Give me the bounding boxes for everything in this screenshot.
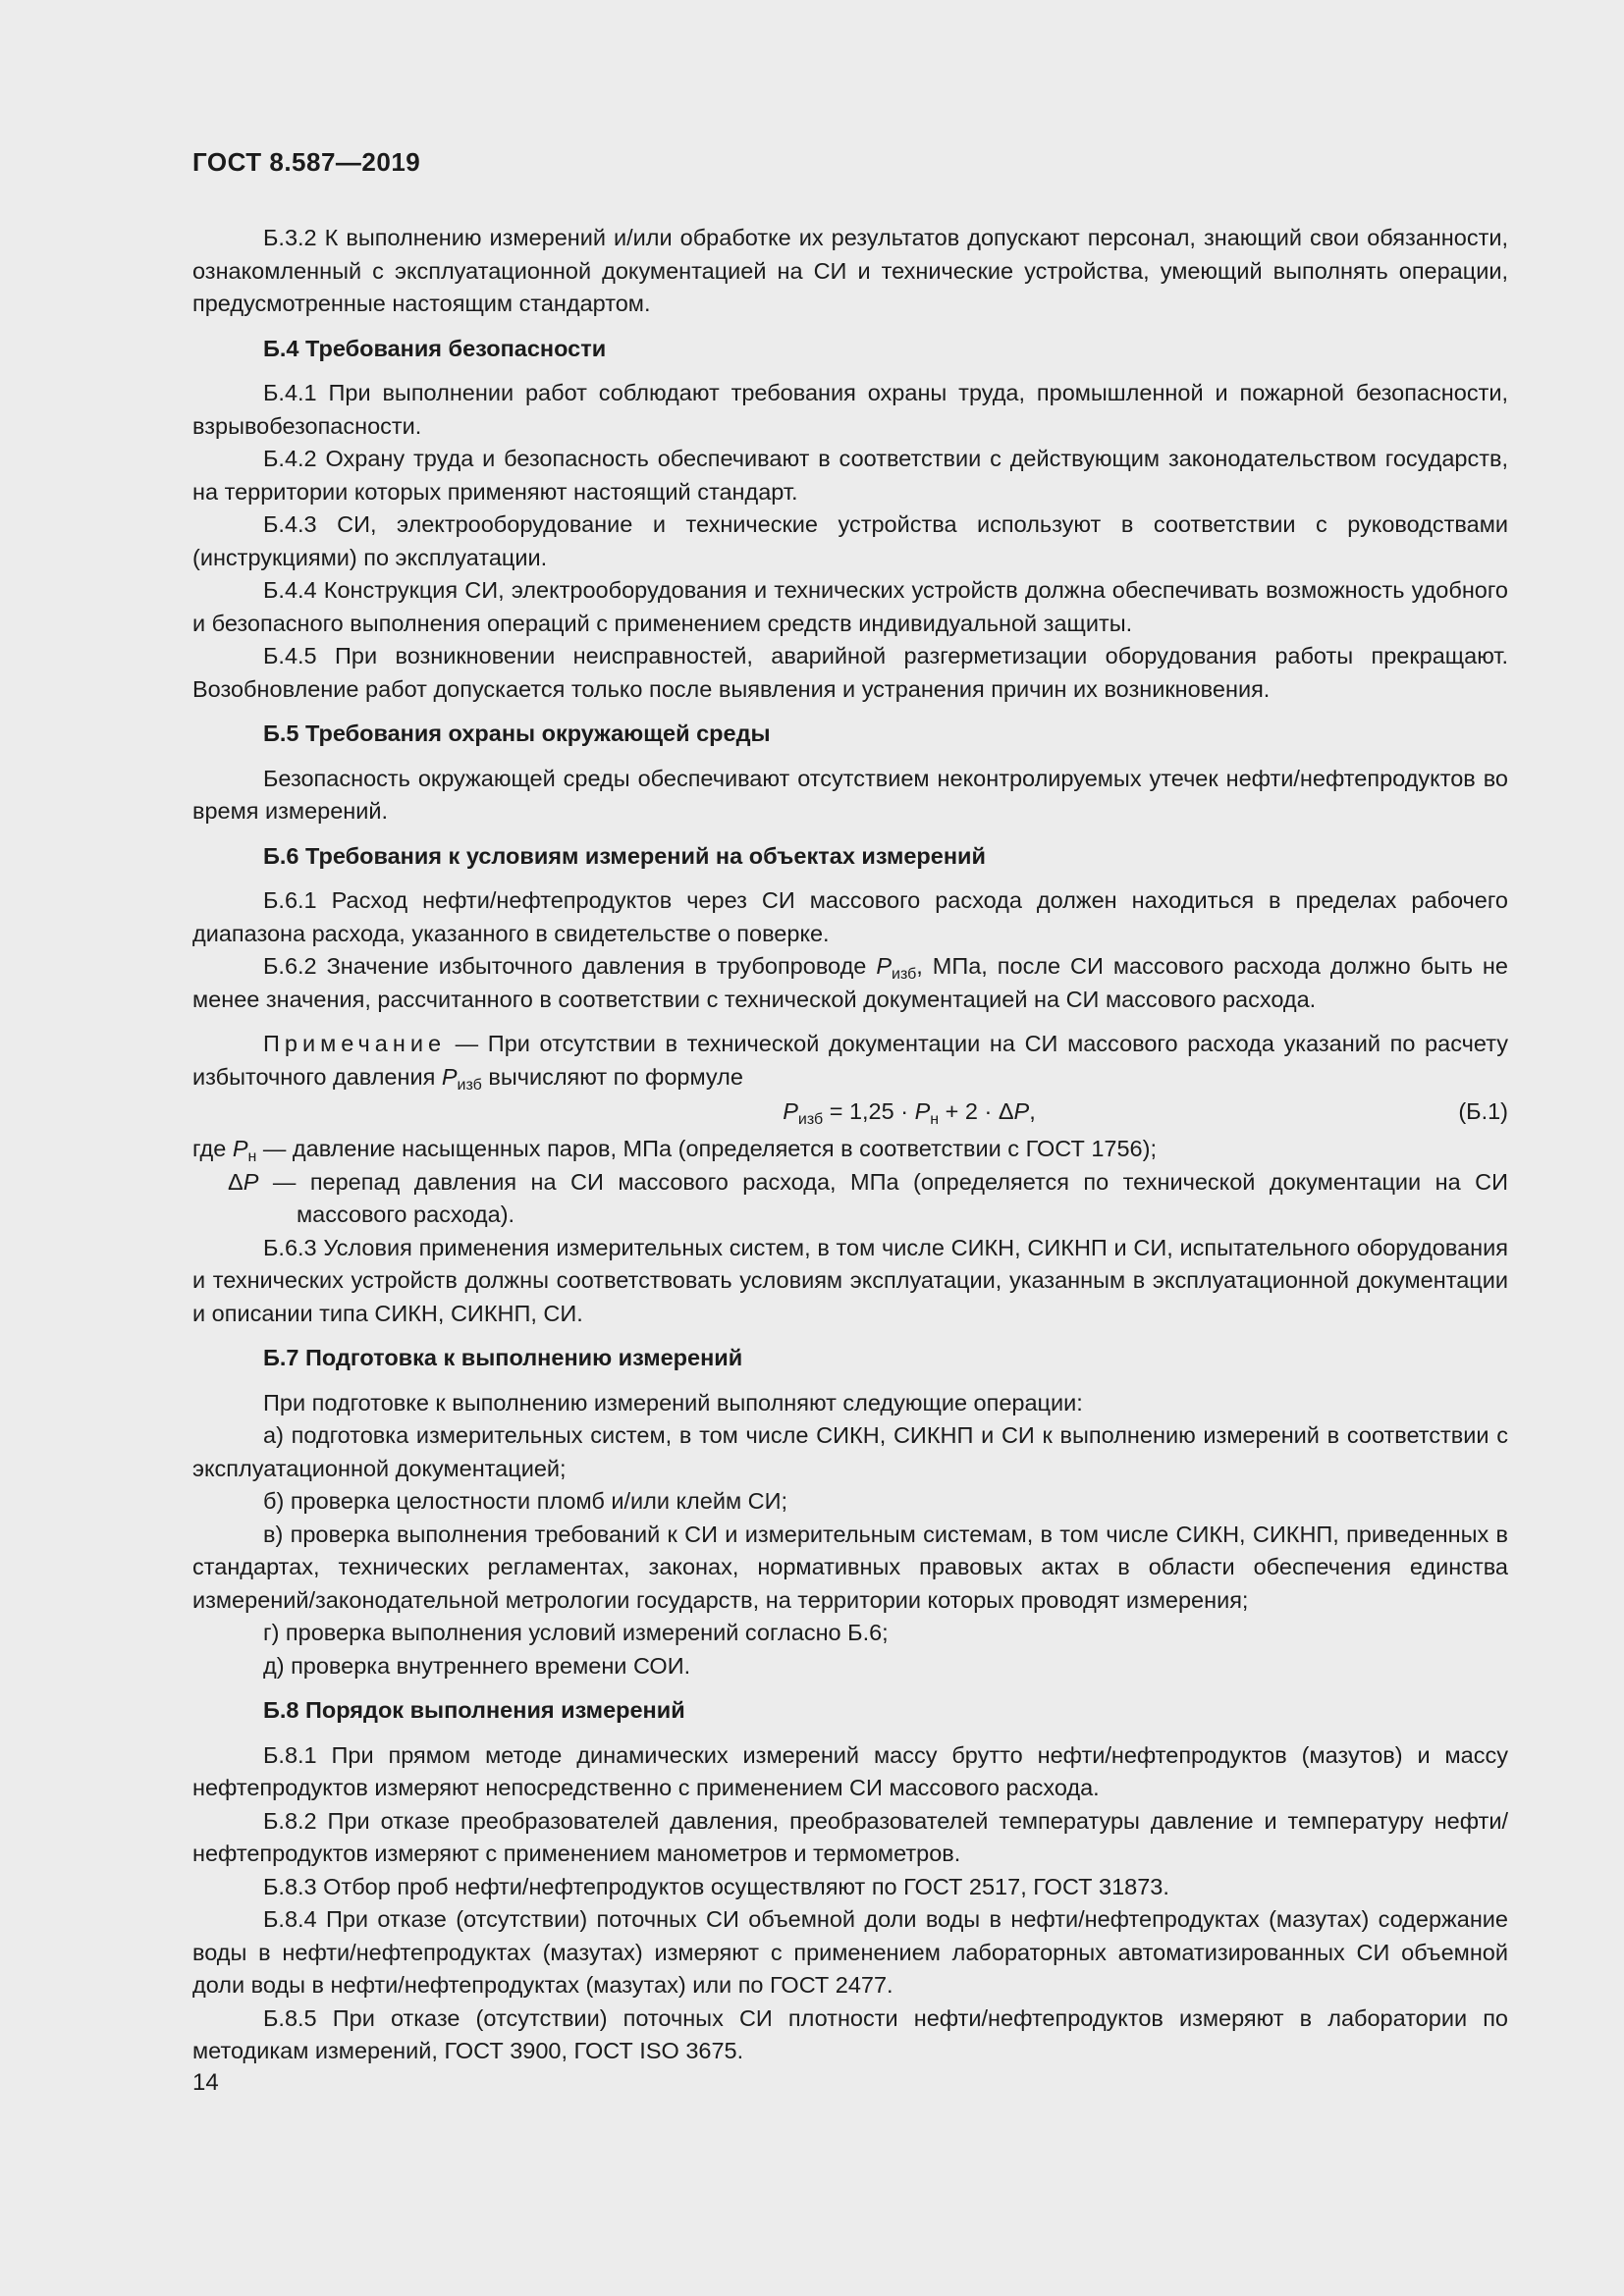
note: Примечание — При отсутствии в технической документации на СИ массового расхода указаний по расчету избыточного давления $P_{изб}$ вычисляют по формуле	[192, 1031, 1508, 1094]
list-item-a: а) подготовка измерительных систем, в том числе СИКН, СИКНП и СИ к выполнению измерений в соответствии с эксплуатационной документацией;	[192, 1422, 1508, 1481]
section-heading-b6: Б.6 Требования к условиям измерений на объектах измерений	[263, 842, 986, 869]
paragraph-b45: Б.4.5 При возникновении неисправностей, аварийной разгерметизации оборудования работы прекращают. Возобновление работ допускается только после выявления и устранения причин их возникновения.	[192, 643, 1508, 702]
definition-pn: где $P_н$ — давление насыщенных паров, МПа (определяется в соответствии с ГОСТ 1756);	[192, 1136, 1157, 1165]
paragraph-b63: Б.6.3 Условия применения измерительных систем, в том числе СИКН, СИКНП и СИ, испытательного оборудования и технических устройств должны соответствовать условиям эксплуатации, указанным в эксплуатационной документации и описании типа СИКН, СИКНП, СИ.	[192, 1234, 1508, 1326]
formula-b1	[192, 1095, 1508, 1131]
paragraph-b84: Б.8.4 При отказе (отсутствии) поточных СИ объемной доли воды в нефти/нефтепродуктах (мазутах) содержание воды в нефти/нефтепродуктах (мазутах) измеряют с применением лабораторных автоматизированных СИ объемной доли воды в нефти/нефтепродуктах (мазутах) или по ГОСТ 2477.	[192, 1906, 1508, 1998]
list-item-g: г) проверка выполнения условий измерений согласно Б.6;	[263, 1620, 889, 1645]
paragraph-b82: Б.8.2 При отказе преобразователей давления, преобразователей температуры давление и температуру нефти/нефтепродуктов измеряют с применением манометров и термометров.	[192, 1807, 1508, 1866]
list-item-b: б) проверка целостности пломб и/или клейм СИ;	[263, 1488, 788, 1514]
paragraph-b85: Б.8.5 При отказе (отсутствии) поточных СИ плотности нефти/нефтепродуктов измеряют в лаборатории по методикам измерений, ГОСТ 3900, ГОСТ ISO 3675.	[192, 2004, 1508, 2063]
paragraph-b5: Безопасность окружающей среды обеспечивают отсутствием неконтролируемых утечек нефти/нефтепродуктов во время измерений.	[192, 765, 1508, 824]
list-item-v: в) проверка выполнения требований к СИ и измерительным системам, в том числе СИКН, СИКНП, приведенных в стандартах, технических регламентах, законах, нормативных правовых актах в области обеспечения единства измерений/законодательной метрологии государств, на территории которых проводят измерения;	[192, 1521, 1508, 1613]
paragraph-b7-intro: При подготовке к выполнению измерений выполняют следующие операции:	[263, 1389, 1083, 1415]
paragraph-b42: Б.4.2 Охрану труда и безопасность обеспечивают в соответствии с действующим законодательством государств, на территории которых применяют настоящий стандарт.	[192, 446, 1508, 505]
symbol-p: P	[876, 953, 893, 979]
section-heading-b4: Б.4 Требования безопасности	[263, 335, 607, 361]
subscript-izb: изб	[892, 966, 917, 983]
paragraph-b61: Б.6.1 Расход нефти/нефтепродуктов через СИ массового расхода должен находиться в пределах рабочего диапазона расхода, указанного в свидетельстве о поверке.	[192, 887, 1508, 946]
document-body	[192, 222, 1508, 2068]
section-heading-b5: Б.5 Требования охраны окружающей среды	[263, 721, 771, 746]
definition-delta-p: ΔP — перепад давления на СИ массового расхода, МПа (определяется по технической документации на СИ массового расхода).	[228, 1168, 1508, 1227]
document-code-header: ГОСТ 8.587—2019	[192, 147, 421, 177]
paragraph-b41: Б.4.1 При выполнении работ соблюдают требования охраны труда, промышленной и пожарной безопасности, взрывобезопасности.	[192, 380, 1508, 439]
paragraph-b62: Б.6.2 Значение избыточного давления в трубопроводе $P_{изб}$, МПа, после СИ массового расхода должно быть не менее значения, рассчитанного в соответствии с технической документацией на СИ массового расхода.	[192, 953, 1508, 1012]
formula-expression: $P_{изб} = 1,25 \cdot P_н + 2 \cdot \Delta P$,	[783, 1098, 1036, 1128]
page-number: 14	[192, 2069, 219, 2096]
section-heading-b8: Б.8 Порядок выполнения измерений	[263, 1697, 685, 1723]
section-heading-b7: Б.7 Подготовка к выполнению измерений	[263, 1345, 743, 1370]
list-item-d: д) проверка внутреннего времени СОИ.	[263, 1652, 691, 1679]
paragraph-b44: Б.4.4 Конструкция СИ, электрооборудования и технических устройств должна обеспечивать возможность удобного и безопасного выполнения операций с применением средств индивидуальной защиты.	[192, 577, 1508, 636]
paragraph-b83: Б.8.3 Отбор проб нефти/нефтепродуктов осуществляют по ГОСТ 2517, ГОСТ 31873.	[263, 1873, 1169, 1899]
formula-number: (Б.1)	[1458, 1098, 1508, 1124]
paragraph-b32: Б.3.2 К выполнению измерений и/или обработке их результатов допускают персонал, знающий свои обязанности, ознакомленный с эксплуатационной документацией на СИ и технические устройства, умеющий выполнять операции, предусмотренные настоящим стандартом.	[192, 225, 1508, 316]
paragraph-b81: Б.8.1 При прямом методе динамических измерений массу брутто нефти/нефтепродуктов (мазутов) и массу нефтепродуктов измеряют непосредственно с применением СИ массового расхода.	[192, 1741, 1508, 1800]
note-label: Примечание	[263, 1031, 447, 1056]
paragraph-b43: Б.4.3 СИ, электрооборудование и технические устройства используют в соответствии с руководствами (инструкциями) по эксплуатации.	[192, 511, 1508, 570]
